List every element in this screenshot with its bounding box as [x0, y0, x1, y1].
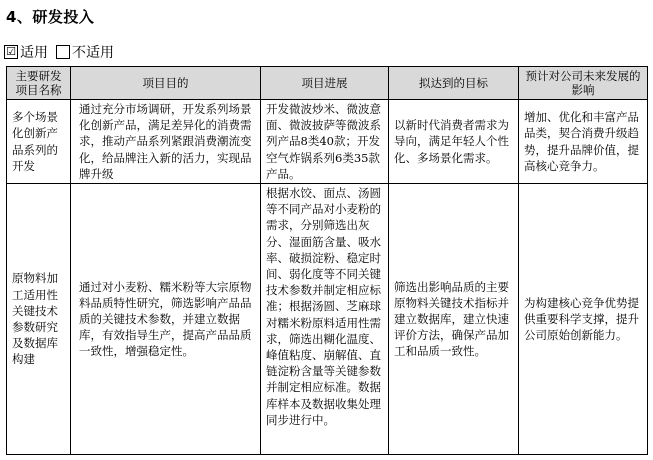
- table-row: [7, 184, 648, 455]
- header-purpose: 项目目的: [71, 67, 261, 100]
- not-applicable-option[interactable]: [56, 42, 114, 62]
- table-header-row: [7, 67, 648, 100]
- applicable-option[interactable]: [4, 42, 48, 62]
- cell-impact: 为构建核心竞争优势提供重要科学支撑，提升公司原始创新能力。: [519, 184, 648, 455]
- header-goal: 拟达到的目标: [389, 67, 519, 100]
- section-title: 4、研发投入: [6, 8, 95, 26]
- checked-box-icon[interactable]: ☑: [4, 45, 18, 59]
- not-applicable-label: 不适用: [72, 45, 114, 61]
- cell-goal: 以新时代消费者需求为导向，满足年轻人个性化、多场景化需求。: [389, 100, 519, 184]
- cell-progress: 根据水饺、面点、汤圆等不同产品对小麦粉的需求，分别筛选出灰分、湿面筋含量、吸水率、破损淀粉、稳定时间、弱化度等不同关键技术参数并制定相应标准；根据汤圆、芝麻球对糯米粉原料适用性需求，筛选出糊化温度、峰值粘度、崩解值、直链淀粉含量等关键参数并制定相应标准。数据库样本及数据收集处理同步进行中。: [261, 184, 389, 455]
- cell-purpose: 通过充分市场调研，开发系列场景化创新产品，满足差异化的消费需求，推动产品系列紧跟消费潮流变化，给品牌注入新的活力，实现品牌升级: [71, 100, 261, 184]
- header-project-name: 主要研发项目名称: [7, 67, 71, 100]
- applicability-options: [4, 42, 114, 62]
- cell-purpose: 通过对小麦粉、糯米粉等大宗原物料品质特性研究，筛选影响产品品质的关键技术参数，并建立数据库，有效指导生产，提高产品品质一致性，增强稳定性。: [71, 184, 261, 455]
- rd-investment-table: [6, 66, 648, 455]
- cell-progress: 开发微波炒米、微波意面、微波披萨等微波系列产品8类40款；开发空气炸锅系列6类35款产品。: [261, 100, 389, 184]
- table-row: [7, 100, 648, 184]
- header-progress: 项目进展: [261, 67, 389, 100]
- cell-project-name: 原物料加工适用性关键技术参数研究及数据库构建: [7, 184, 71, 455]
- cell-project-name: 多个场景化创新产品系列的开发: [7, 100, 71, 184]
- unchecked-box-icon[interactable]: [56, 45, 70, 59]
- applicable-label: 适用: [20, 45, 48, 61]
- cell-impact: 增加、优化和丰富产品品类，契合消费升级趋势，提升品牌价值，提高核心竞争力。: [519, 100, 648, 184]
- cell-goal: 筛选出影响品质的主要原物料关键技术指标并建立数据库，建立快速评价方法，确保产品加工和品质一致性。: [389, 184, 519, 455]
- header-impact: 预计对公司未来发展的影响: [519, 67, 648, 100]
